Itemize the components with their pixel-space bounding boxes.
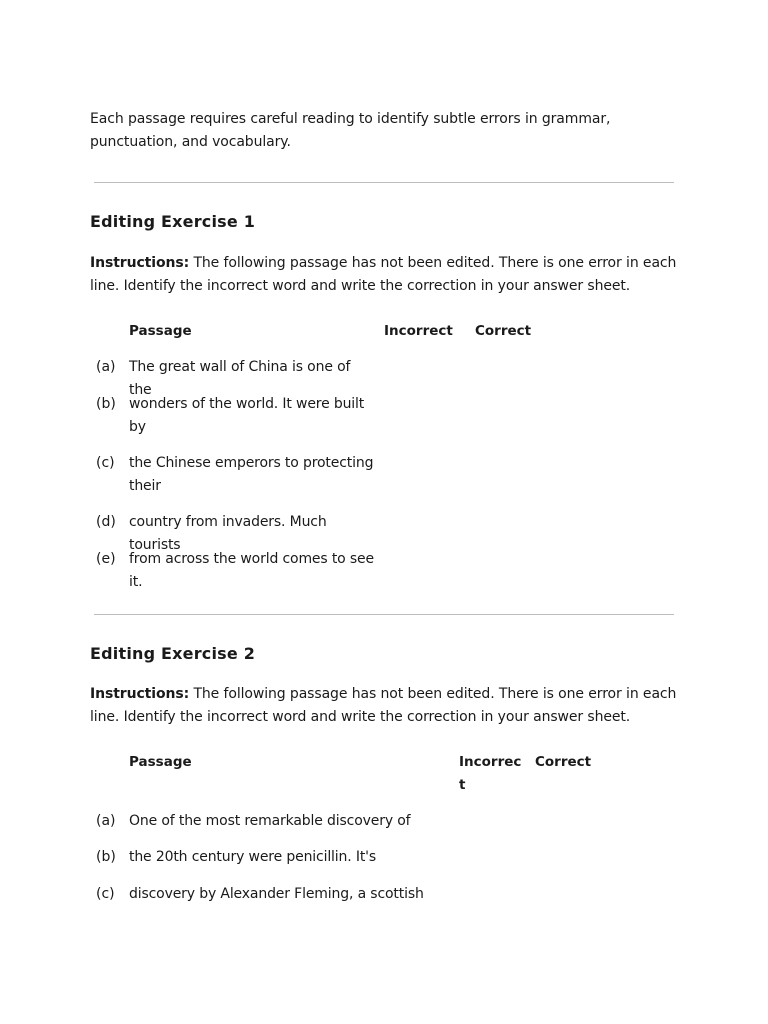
exercise-2-correct-header: Correct (535, 754, 592, 770)
exercise-1-row-text: the Chinese emperors to protecting their (129, 455, 374, 494)
exercise-2-instructions (90, 683, 690, 729)
exercise-1-row-label: (e) (96, 551, 116, 567)
exercise-1-row-label: (b) (96, 396, 116, 412)
exercise-2-row-text: discovery by Alexander Fleming, a scottish (129, 886, 424, 902)
exercise-2-heading: Editing Exercise 2 (90, 644, 256, 663)
exercise-2-row-text: One of the most remarkable discovery of (129, 813, 411, 829)
instructions-label: Instructions: (90, 255, 190, 271)
exercise-1-passage-header: Passage (129, 323, 192, 339)
instructions-label: Instructions: (90, 686, 190, 702)
instructions-text: The following passage has not been edited. There is one error in each line. Identify the incorrect word and write the correction in your answer sheet. (90, 686, 677, 725)
exercise-2-row-text: the 20th century were penicillin. It's (129, 849, 377, 865)
exercise-1-instructions (90, 252, 690, 298)
exercise-2-row-label: (a) (96, 813, 116, 829)
exercise-1-row-label: (a) (96, 359, 116, 375)
exercise-1-row-text: wonders of the world. It were built by (129, 396, 365, 435)
exercise-2-passage-header: Passage (129, 754, 192, 770)
exercise-1-row-text: country from invaders. Much tourists (129, 514, 327, 553)
exercise-1-row-text: from across the world comes to see it. (129, 551, 374, 590)
exercise-1-incorrect-header: Incorrect (384, 323, 453, 339)
exercise-1-row-label: (d) (96, 514, 116, 530)
intro-paragraph: Each passage requires careful reading to identify subtle errors in grammar, punctuation, and vocabulary. (90, 111, 611, 150)
divider (94, 614, 674, 615)
exercise-1-heading: Editing Exercise 1 (90, 212, 256, 231)
exercise-2-incorrect-header: Incorrect (459, 754, 522, 793)
instructions-text: The following passage has not been edited. There is one error in each line. Identify the incorrect word and write the correction in your answer sheet. (90, 255, 677, 294)
exercise-1-row-label: (c) (96, 455, 115, 471)
divider (94, 182, 674, 183)
exercise-1-row-text: The great wall of China is one of the (129, 359, 351, 398)
exercise-1-correct-header: Correct (475, 323, 532, 339)
exercise-2-row-label: (b) (96, 849, 116, 865)
exercise-2-row-label: (c) (96, 886, 115, 902)
